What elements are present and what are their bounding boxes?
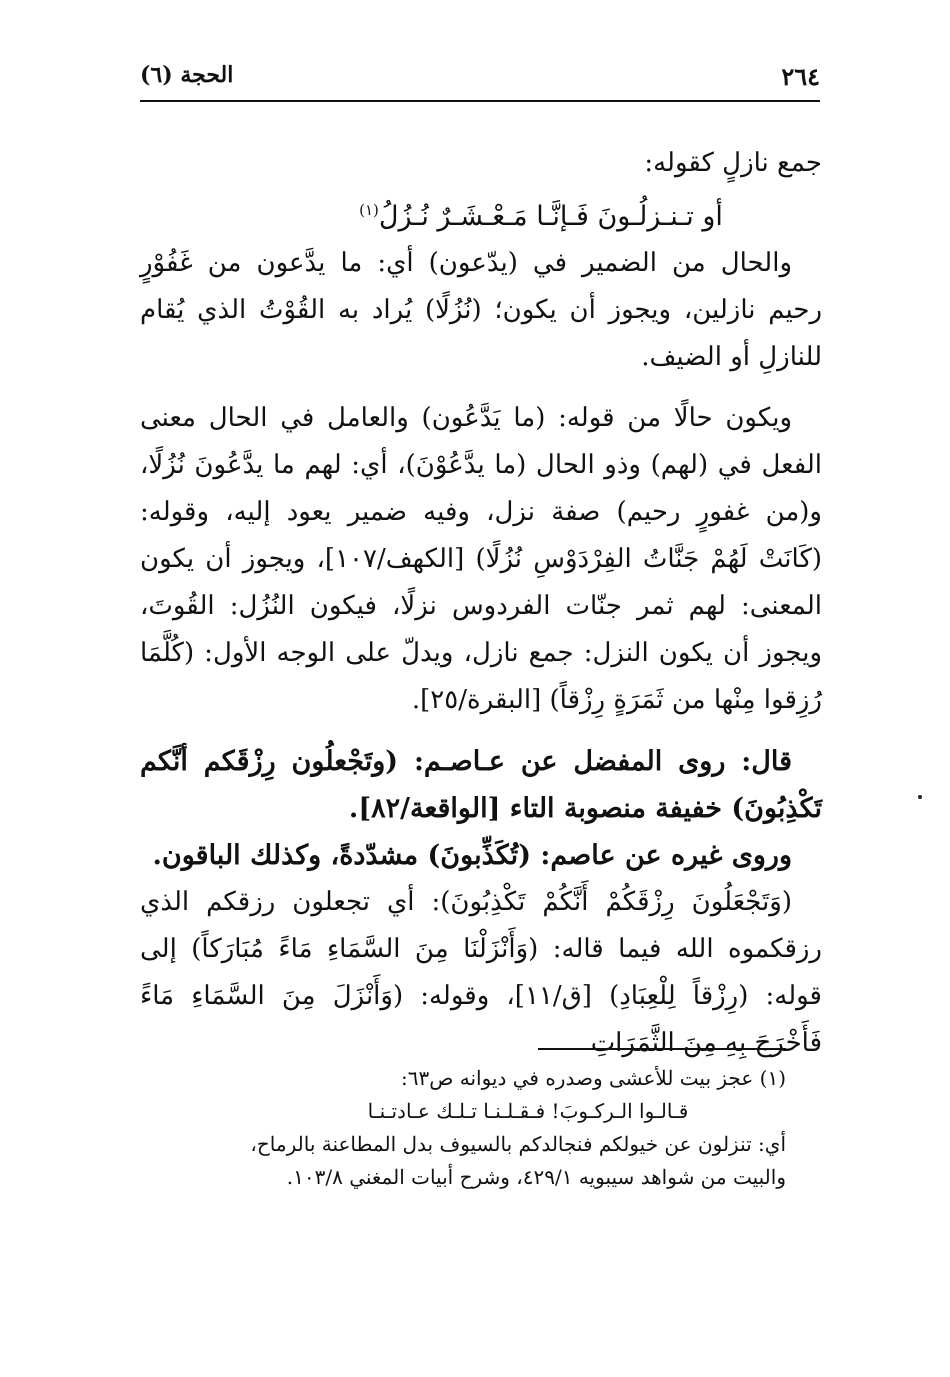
footnote-verse: قـالـوا الـركـوبَ! فـقـلـنـا تـلـك عـادتـنـا xyxy=(367,1099,689,1123)
verse-text: أو تـنـزلُـونَ فَـإنَّـا مَـعْـشَـرٌ نُـزُلُ xyxy=(378,201,723,232)
running-title: الحجة (٦) xyxy=(140,62,234,88)
page-number: ٢٦٤ xyxy=(781,62,820,91)
paragraph-5: (وَتَجْعَلُونَ رِزْقَكُمْ أَنَّكُمْ تَكْذِبُونَ): أي تجعلون رزقكم الذي رزقكموه الله فيما قاله: (وَأَنْزَلْنَا مِنَ السَّمَاءِ مَاءً مُبَارَكاً) إلى قوله: (رِزْقاً لِلْعِبَادِ) [ق/١١]، وقوله: (وَأَنْزَلَ مِنَ السَّمَاءِ مَاءً فَأَخْرَجَ بِهِ مِنَ الثَّمَرَاتِ xyxy=(140,887,822,1058)
footnote-line-3: والبيت من شواهد سيبويه ٤٢٩/١، وشرح أبيات المغني ١٠٣/٨. xyxy=(286,1165,786,1189)
paragraph-2: ويكون حالًا من قوله: (ما يَدَّعُون) والعامل في الحال معنى الفعل في (لهم) وذو الحال (ما يدَّعُوْنَ)، أي: لهم ما يدَّعُونَ نُزُلًا، و(من غفورٍ رحيم) صفة نزل، وفيه ضمير يعود إليه، وقوله: (كَانَتْ لَهُمْ جَنَّاتُ الفِرْدَوْسِ نُزُلًا) [الكهف/١٠٧]، ويجوز أن يكون المعنى: لهم ثمر جنّات الفردوس نزلًا، فيكون النُزُل: القُوتَ، ويجوز أن يكون النزل: جمع نازل، ويدلّ على الوجه الأول: (كُلَّمَا رُزِقوا مِنْها من ثَمَرَةٍ رِزْقاً) [البقرة/٢٥]. xyxy=(140,403,822,715)
main-text xyxy=(140,140,822,1067)
footnote-1 xyxy=(150,1062,786,1095)
footnote-1-text: عجز بيت للأعشى وصدره في ديوانه ص٦٣: xyxy=(400,1066,754,1090)
paragraph-1: والحال من الضمير في (يدّعون) أي: ما يدَّعون من غَفُوْرٍ رحيم نازلين، ويجوز أن يكون؛ (نُزُلًا) يُراد به القُوْتُ الذي يُقام للنازلِ أو الضيف. xyxy=(140,248,822,372)
poetry-verse xyxy=(140,187,822,240)
intro-line: جمع نازلٍ كقوله: xyxy=(644,148,822,178)
header-divider xyxy=(140,100,820,102)
footnote-marker: (١) xyxy=(359,201,379,219)
footnote-line-2: أي: تنزلون عن خيولكم فنجالدكم بالسيوف بدل المطاعنة بالرماح، xyxy=(250,1132,786,1156)
page-header xyxy=(140,58,820,98)
footnotes xyxy=(150,1062,786,1194)
margin-dot xyxy=(918,795,922,799)
paragraph-4: وروى غيره عن عاصم: (تُكَذِّبونَ) مشدّدةً، وكذلك الباقون. xyxy=(152,840,792,871)
paragraph-3: قال: روى المفضل عن عـاصـم: (وتَجْعلُون رِزْقَكم أنَّكم تَكْذِبُونَ) خفيفة منصوبة التاء [الواقعة/٨٢]. xyxy=(140,746,822,824)
footnote-divider xyxy=(538,1048,786,1050)
footnote-number: (١) xyxy=(759,1066,786,1090)
